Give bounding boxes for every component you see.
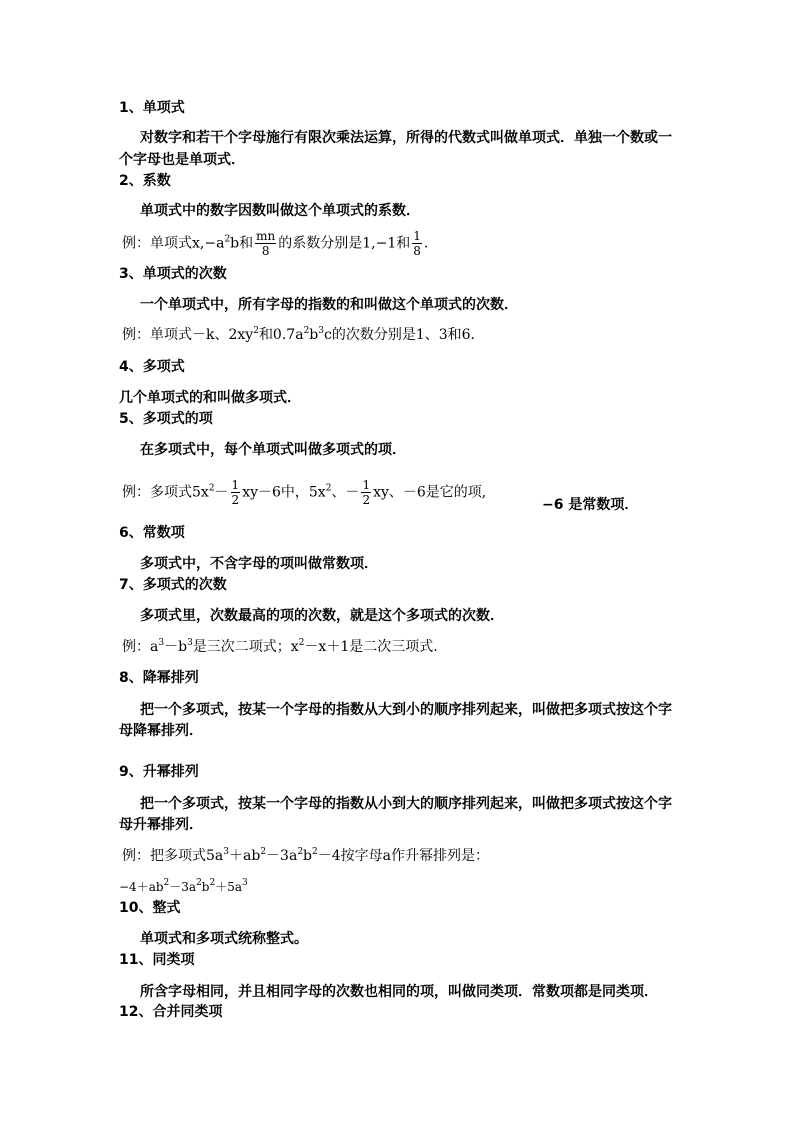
example-polynomial-degree	[122, 637, 438, 657]
fraction-denominator: 8	[413, 244, 421, 258]
example-monomial-degree	[122, 325, 475, 345]
fraction-numerator: mn	[256, 229, 276, 243]
example-ascending-order	[122, 846, 489, 866]
fraction	[231, 478, 241, 507]
fraction-numerator: 1	[362, 478, 371, 492]
example-text: b	[303, 848, 313, 864]
superscript: 2	[312, 847, 318, 857]
heading-polynomial-degree: 7、多项式的次数	[119, 577, 227, 593]
fraction-numerator: 1	[231, 478, 240, 492]
example-ascending-result	[119, 877, 248, 897]
paragraph-ascending-order-2: 母升幂排列．	[119, 817, 203, 833]
example-text: 例：单项式x,−a	[122, 235, 225, 252]
paragraph-monomial-2: 个字母也是单项式．	[119, 152, 245, 168]
example-text: b	[201, 880, 210, 894]
paragraph-monomial-degree: 一个单项式中，所有字母的指数的和叫做这个单项式的次数．	[140, 297, 518, 313]
example-text: －x＋1是二次三项式.	[304, 639, 438, 655]
example-text: 例：a	[122, 639, 159, 655]
superscript: 3	[242, 878, 248, 888]
example-text: －4按字母a作升幂排列是：	[317, 848, 490, 864]
paragraph-integral-expression: 单项式和多项式统称整式。	[140, 931, 308, 947]
example-text: －3a	[169, 880, 197, 894]
example-text: xy－6中，5x	[242, 484, 326, 501]
fraction-numerator: 1	[413, 229, 421, 243]
example-text: 例：单项式－k、2xy	[122, 327, 254, 343]
example-text: −4＋ab	[119, 880, 164, 894]
example-text: 、－	[331, 484, 360, 501]
heading-polynomial: 4、多项式	[119, 359, 185, 375]
paragraph-coefficient: 单项式中的数字因数叫做这个单项式的系数．	[140, 203, 420, 219]
heading-ascending-order: 9、升幂排列	[119, 764, 199, 780]
heading-coefficient: 2、系数	[119, 173, 171, 189]
superscript: 3	[318, 326, 324, 336]
superscript: 2	[325, 483, 332, 494]
paragraph-like-terms: 所含字母相同，并且相同字母的次数也相同的项，叫做同类项．常数项都是同类项．	[140, 984, 658, 1000]
example-text: xy、－6是它的项,	[373, 484, 487, 501]
example-text: ＋ab	[229, 848, 261, 864]
paragraph-descending-order-2: 母降幂排列．	[119, 723, 203, 739]
fraction	[412, 229, 422, 258]
fraction-denominator: 2	[231, 493, 240, 507]
example-coefficient	[122, 229, 428, 258]
heading-monomial-degree: 3、单项式的次数	[119, 266, 227, 282]
example-text: ＋5a	[215, 880, 243, 894]
paragraph-polynomial-term: 在多项式中，每个单项式叫做多项式的项．	[140, 442, 406, 458]
heading-constant-term: 6、常数项	[119, 525, 185, 541]
example-text: .	[423, 235, 429, 252]
paragraph-monomial-1: 对数字和若干个字母施行有限次乘法运算，所得的代数式叫做单项式．单独一个数或一	[140, 130, 672, 146]
example-text: 例：多项式5x	[122, 484, 209, 501]
paragraph-polynomial-degree: 多项式里，次数最高的项的次数，就是这个多项式的次数．	[140, 608, 504, 624]
paragraph-ascending-order-1: 把一个多项式，按某一个字母的指数从小到大的顺序排列起来，叫做把多项式按这个字	[140, 796, 672, 812]
superscript: 2	[298, 638, 305, 648]
example-polynomial-term	[122, 478, 486, 507]
heading-combine-like-terms: 12、合并同类项	[119, 1004, 223, 1020]
fraction-denominator: 2	[362, 493, 371, 507]
superscript: 2	[260, 847, 267, 857]
example-text: －3a	[266, 848, 298, 864]
superscript: 2	[303, 326, 310, 336]
superscript: 2	[163, 878, 170, 888]
heading-like-terms: 11、同类项	[119, 952, 195, 968]
paragraph-descending-order-1: 把一个多项式，按某一个字母的指数从大到小的顺序排列起来，叫做把多项式按这个字	[140, 702, 672, 718]
superscript: 2	[196, 878, 202, 888]
example-text: 的系数分别是1,−1和	[278, 235, 411, 252]
superscript: 2	[208, 483, 215, 494]
example-constant-term: −6 是常数项．	[542, 497, 639, 513]
superscript: 2	[297, 847, 304, 857]
superscript: 3	[158, 638, 165, 648]
example-text: －b	[164, 639, 188, 655]
superscript: 3	[187, 638, 193, 648]
example-text: 是三次二项式；x	[192, 639, 299, 655]
fraction-denominator: 8	[261, 244, 270, 258]
superscript: 2	[224, 234, 231, 245]
paragraph-polynomial: 几个单项式的和叫做多项式．	[119, 390, 301, 406]
heading-descending-order: 8、降幂排列	[119, 670, 199, 686]
example-text: 和0.7a	[258, 327, 304, 343]
example-text: －	[214, 484, 229, 501]
example-text: 例：把多项式5a	[122, 848, 224, 864]
example-text: b	[309, 327, 319, 343]
superscript: 2	[253, 326, 259, 336]
example-text: b和	[230, 235, 254, 252]
example-text: c的次数分别是1、3和6.	[324, 327, 476, 343]
superscript: 3	[223, 847, 229, 857]
heading-monomial: 1、单项式	[119, 100, 185, 116]
superscript: 2	[209, 878, 216, 888]
fraction	[361, 478, 371, 507]
paragraph-constant-term: 多项式中，不含字母的项叫做常数项．	[140, 556, 378, 572]
fraction	[255, 229, 276, 258]
heading-polynomial-term: 5、多项式的项	[119, 411, 213, 427]
heading-integral-expression: 10、整式	[119, 900, 181, 916]
